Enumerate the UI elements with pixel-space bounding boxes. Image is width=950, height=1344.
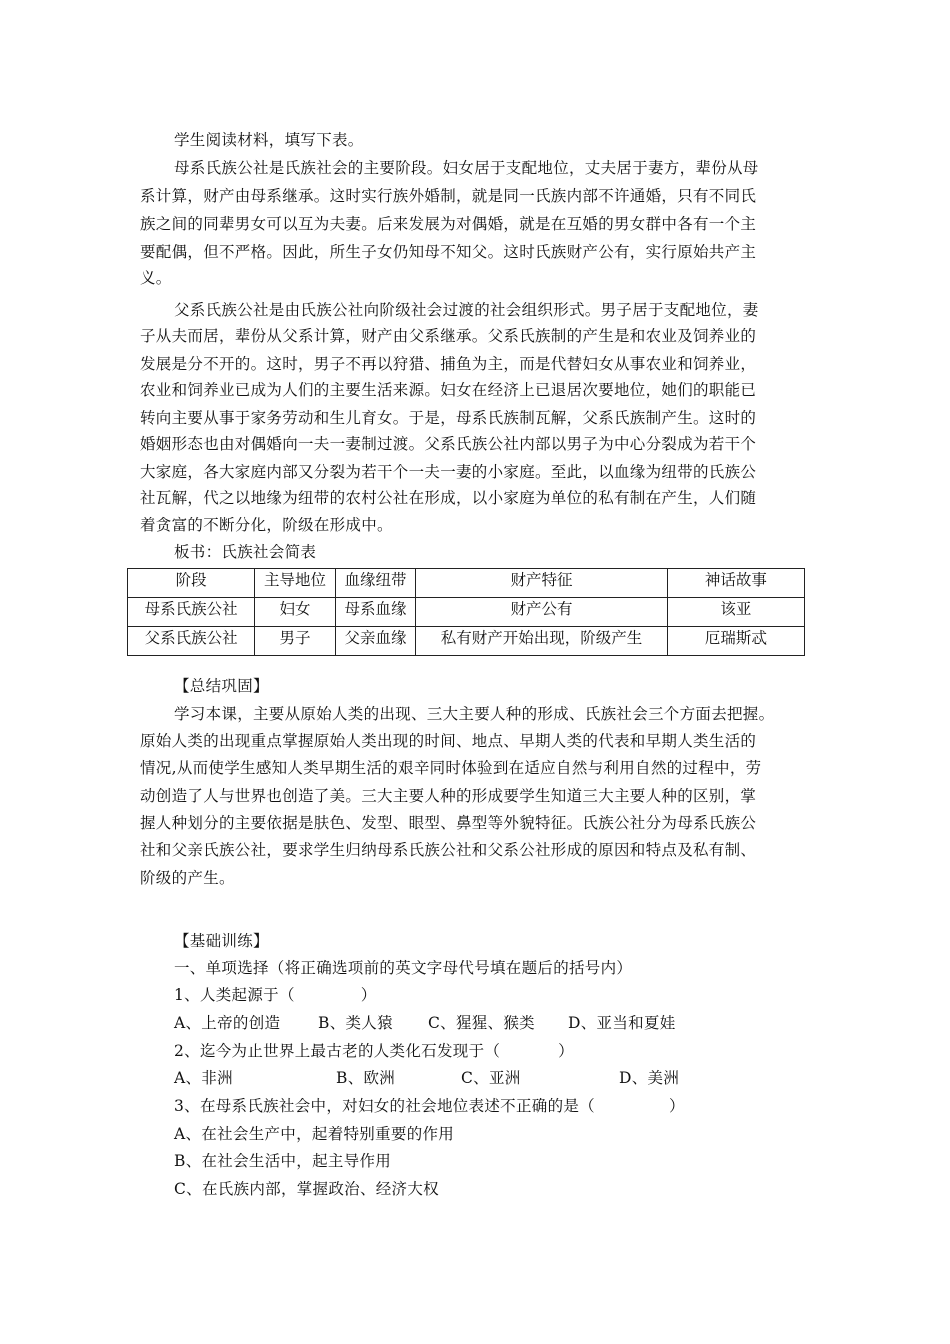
q1-options xyxy=(174,1013,676,1033)
para2-line: 大家庭，各大家庭内部又分裂为若干个一夫一妻的小家庭。至此，以血缘为纽带的氏族公 xyxy=(140,463,757,481)
summary-line: 阶级的产生。 xyxy=(140,869,235,887)
option: A、非洲 xyxy=(174,1069,233,1087)
para2-line: 农业和饲养业已成为人们的主要生活来源。妇女在经济上已退居次要地位，她们的职能已 xyxy=(140,381,757,399)
para2-line: 婚姻形态也由对偶婚向一夫一妻制过渡。父系氏族公社内部以男子为中心分裂成为若干个 xyxy=(140,435,757,453)
table-cell: 母系氏族公社 xyxy=(128,598,255,627)
summary-line: 情况,从而使学生感知人类早期生活的艰辛同时体验到在适应自然与利用自然的过程中，劳 xyxy=(140,759,762,777)
table-cell: 男子 xyxy=(255,627,336,656)
board-label: 板书：氏族社会简表 xyxy=(174,543,317,561)
table-cell: 财产公有 xyxy=(416,598,667,627)
para2-line: 转向主要从事于家务劳动和生儿育女。于是，母系氏族制瓦解，父系氏族制产生。这时的 xyxy=(140,409,757,427)
summary-line: 社和父亲氏族公社，要求学生归纳母系氏族公社和父系公社形成的原因和特点及私有制、 xyxy=(140,841,757,859)
table-row xyxy=(128,627,805,656)
option: B、欧洲 xyxy=(336,1069,396,1087)
table-cell: 母系血缘 xyxy=(335,598,416,627)
summary-line: 动创造了人与世界也创造了美。三大主要人种的形成要学生知道三大主要人种的区别，掌 xyxy=(140,787,757,805)
para1-line: 义。 xyxy=(140,269,172,287)
table-cell: 父系氏族公社 xyxy=(128,627,255,656)
option: C、猩猩、猴类 xyxy=(428,1014,535,1032)
option: B、在社会生活中，起主导作用 xyxy=(174,1152,392,1170)
option: C、在氏族内部，掌握政治、经济大权 xyxy=(174,1180,439,1198)
question-stem: 2、迄今为止世界上最古老的人类化石发现于（ xyxy=(174,1042,501,1060)
question-1: 1、人类起源于（ ） xyxy=(174,986,377,1004)
question-stem: 1、人类起源于（ xyxy=(174,986,295,1004)
table-header-cell: 神话故事 xyxy=(667,569,804,598)
summary-line: 学习本课，主要从原始人类的出现、三大主要人种的形成、氏族社会三个方面去把握。 xyxy=(174,705,775,723)
table-cell: 妇女 xyxy=(255,598,336,627)
question-stem: 3、在母系氏族社会中，对妇女的社会地位表述不正确的是（ xyxy=(174,1097,595,1115)
table-cell: 私有财产开始出现，阶级产生 xyxy=(416,627,667,656)
option: A、上帝的创造 xyxy=(174,1014,281,1032)
para2-line: 着贪富的不断分化，阶级在形成中。 xyxy=(140,516,393,534)
question-2: 2、迄今为止世界上最古老的人类化石发现于（ ） xyxy=(174,1042,574,1060)
question-3: 3、在母系氏族社会中，对妇女的社会地位表述不正确的是（ ） xyxy=(174,1097,685,1115)
option: B、类人猿 xyxy=(318,1014,393,1032)
section-title: 一、单项选择（将正确选项前的英文字母代号填在题后的括号内） xyxy=(174,959,633,977)
table-cell: 父亲血缘 xyxy=(335,627,416,656)
para1-line: 族之间的同辈男女可以互为夫妻。后来发展为对偶婚，就是在互婚的男女群中各有一个主 xyxy=(140,215,757,233)
practice-heading: 【基础训练】 xyxy=(174,932,269,950)
table-cell: 厄瑞斯忒 xyxy=(667,627,804,656)
option: A、在社会生产中，起着特别重要的作用 xyxy=(174,1125,455,1143)
para1-line: 要配偶，但不严格。因此，所生子女仍知母不知父。这时氏族财产公有，实行原始共产主 xyxy=(140,243,757,261)
para1-line: 母系氏族公社是氏族社会的主要阶段。妇女居于支配地位，丈夫居于妻方，辈份从母 xyxy=(174,159,759,177)
option: D、亚当和夏娃 xyxy=(568,1014,676,1032)
summary-line: 原始人类的出现重点掌握原始人类出现的时间、地点、早期人类的代表和早期人类生活的 xyxy=(140,732,757,750)
intro-text: 学生阅读材料，填写下表。 xyxy=(174,131,364,149)
table-header-cell: 阶段 xyxy=(128,569,255,598)
option: C、亚洲 xyxy=(461,1069,521,1087)
para1-line: 系计算，财产由母系继承。这时实行族外婚制，就是同一氏族内部不许通婚，只有不同氏 xyxy=(140,187,757,205)
para2-line: 发展是分不开的。这时，男子不再以狩猎、捕鱼为主，而是代替妇女从事农业和饲养业， xyxy=(140,355,757,373)
summary-heading: 【总结巩固】 xyxy=(174,677,269,695)
para2-line: 父系氏族公社是由氏族公社向阶级社会过渡的社会组织形式。男子居于支配地位，妻 xyxy=(174,301,759,319)
para2-line: 社瓦解，代之以地缘为纽带的农村公社在形成，以小家庭为单位的私有制在产生，人们随 xyxy=(140,489,757,507)
table-row xyxy=(128,598,805,627)
table-cell: 该亚 xyxy=(667,598,804,627)
option: D、美洲 xyxy=(619,1069,680,1087)
table-header-cell: 主导地位 xyxy=(255,569,336,598)
table-header-cell: 财产特征 xyxy=(416,569,667,598)
para2-line: 子从夫而居，辈份从父系计算，财产由父系继承。父系氏族制的产生是和农业及饲养业的 xyxy=(140,327,757,345)
table-header-row xyxy=(128,569,805,598)
q2-options xyxy=(174,1068,679,1088)
table-header-cell: 血缘纽带 xyxy=(335,569,416,598)
clan-society-table xyxy=(127,568,805,656)
summary-line: 握人种划分的主要依据是肤色、发型、眼型、鼻型等外貌特征。氏族公社分为母系氏族公 xyxy=(140,814,757,832)
